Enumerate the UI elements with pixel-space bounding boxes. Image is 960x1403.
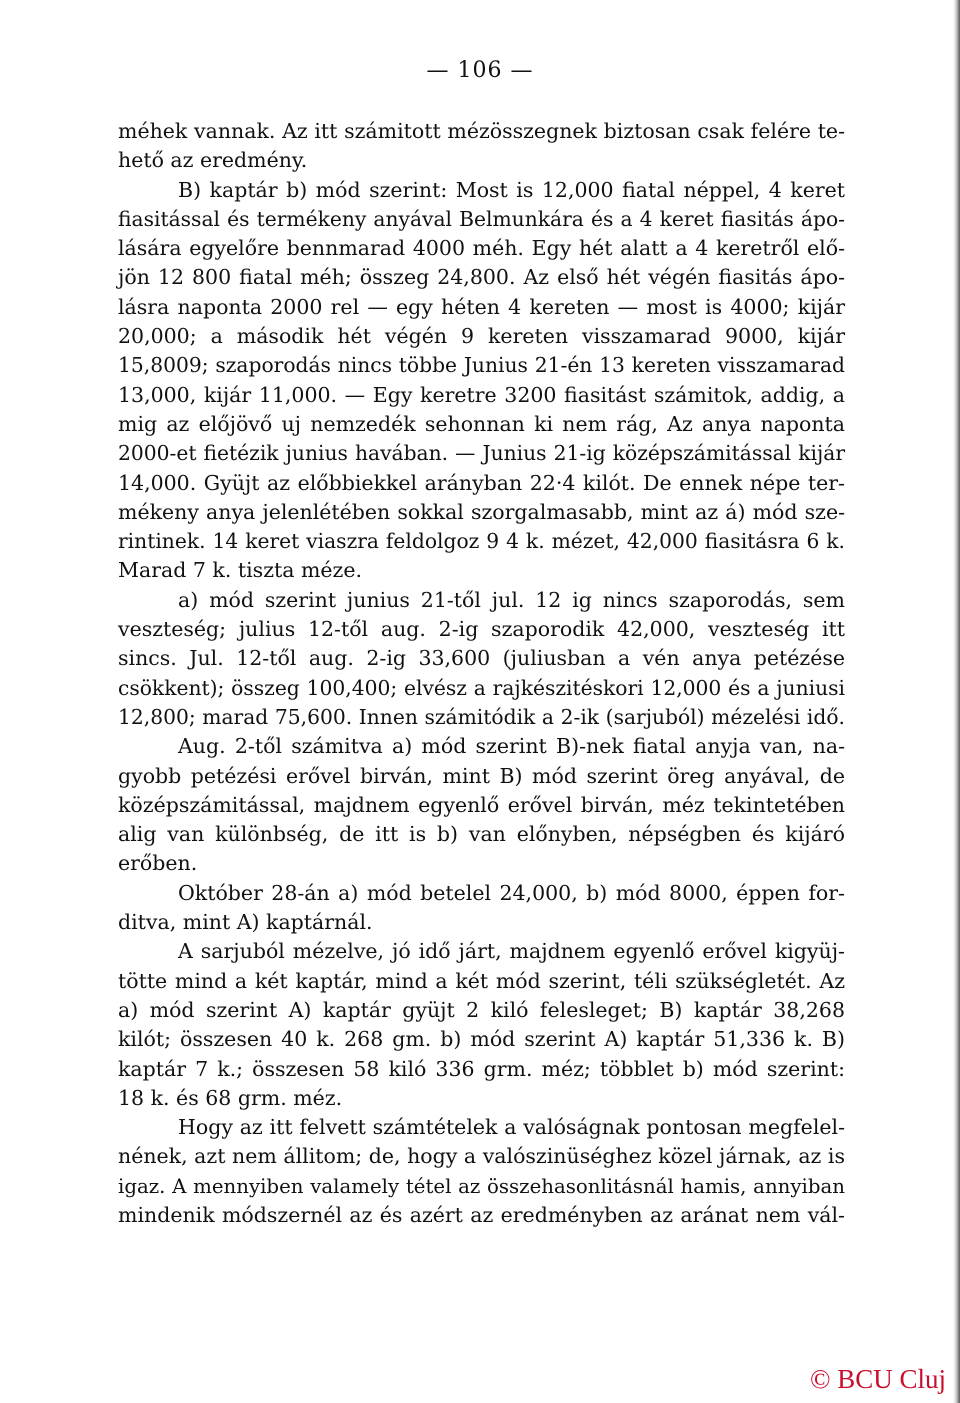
text-line: 12,800; marad 75,600. Innen számitódik a 2-ik (sarjuból) mézelési idő. bbox=[118, 704, 845, 729]
text-line: mékeny anya jelenlétében sokkal szorgalmasabb, mint az á) mód sze- bbox=[118, 499, 845, 524]
text-line: csökkent); összeg 100,400; elvész a rajkészitéskori 12,000 és a juniusi bbox=[118, 675, 845, 700]
library-watermark: © BCU Cluj bbox=[809, 1364, 946, 1394]
text-line: a) mód szerint junius 21-től jul. 12 ig nincs szaporodás, sem bbox=[178, 587, 845, 612]
text-line: ditva, mint A) kaptárnál. bbox=[118, 910, 373, 935]
text-line: veszteség; julius 12-től aug. 2-ig szaporodik 42,000, veszteség itt bbox=[118, 617, 845, 642]
text-line: hető az eredmény. bbox=[118, 148, 308, 173]
text-line: kilót; összesen 40 k. 268 gm. b) mód szerint A) kaptár 51,336 k. B) bbox=[118, 1027, 845, 1052]
text-line: mig az előjövő uj nemzedék sehonnan ki nem rág, Az anya naponta bbox=[118, 411, 845, 436]
text-line: jön 12 800 fiatal méh; összeg 24,800. Az első hét végén fiasitás ápo- bbox=[118, 265, 845, 290]
document-body bbox=[118, 117, 845, 1230]
text-line: 20,000; a második hét végén 9 kereten visszamarad 9000, kijár bbox=[118, 324, 845, 349]
text-line: 15,8009; szaporodás nincs többe Junius 21-én 13 kereten visszamarad bbox=[118, 353, 845, 378]
page-number: — 106 — bbox=[426, 58, 534, 83]
text-line: erőben. bbox=[118, 851, 198, 876]
text-line: 14,000. Gyüjt az előbbiekkel arányban 22·4 kilót. De ennek népe ter- bbox=[118, 470, 845, 495]
text-line: középszámitással, majdnem egyenlő erővel birván, méz tekintetében bbox=[118, 792, 845, 817]
text-line: B) kaptár b) mód szerint: Most is 12,000 fiatal néppel, 4 keret bbox=[178, 177, 845, 202]
text-line: kaptár 7 k.; összesen 58 kiló 336 grm. méz; többlet b) mód szerint: bbox=[118, 1056, 845, 1081]
text-line: 18 k. és 68 grm. méz. bbox=[118, 1085, 343, 1110]
text-line: méhek vannak. Az itt számitott mézösszegnek biztosan csak felére te- bbox=[118, 119, 845, 143]
text-line: alig van különbség, de itt is b) van előnyben, népségben és kijáró bbox=[118, 822, 845, 847]
text-line: Október 28-án a) mód betelel 24,000, b) mód 8000, éppen for- bbox=[178, 880, 845, 905]
text-line: lására egyelőre bennmarad 4000 méh. Egy hét alatt a 4 keretről elő- bbox=[118, 236, 845, 261]
page-edge-shadow bbox=[953, 0, 960, 1403]
text-line: nének, azt nem állitom; de, hogy a valószinüséghez közel járnak, az is bbox=[118, 1144, 845, 1169]
text-line: rintinek. 14 keret viaszra feldolgoz 9 4 k. mézet, 42,000 fiasitásra 6 k. bbox=[118, 529, 845, 554]
text-line: A sarjuból mézelve, jó idő járt, majdnem egyenlő erővel kigyüj- bbox=[178, 939, 845, 964]
text-line: 13,000, kijár 11,000. — Egy keretre 3200 fiasitást számitok, addig, a bbox=[118, 382, 845, 407]
text-line: sincs. Jul. 12-től aug. 2-ig 33,600 (juliusban a vén anya petézése bbox=[118, 646, 845, 671]
text-line: Hogy az itt felvett számtételek a valóságnak pontosan megfelel- bbox=[178, 1115, 845, 1140]
text-line: igaz. A mennyiben valamely tétel az összehasonlitásnál hamis, annyiban bbox=[118, 1174, 845, 1198]
text-line: mindenik módszernél az és azért az eredményben az aránat nem vál- bbox=[118, 1202, 845, 1227]
text-line: lásra naponta 2000 rel — egy héten 4 kereten — most is 4000; kijár bbox=[118, 294, 845, 319]
text-line: 2000-et fietézik junius havában. — Junius 21-ig középszámitással kijár bbox=[118, 441, 845, 466]
text-line: tötte mind a két kaptár, mind a két mód szerint, téli szükségletét. Az bbox=[118, 968, 845, 993]
text-line: a) mód szerint A) kaptár gyüjt 2 kiló felesleget; B) kaptár 38,268 bbox=[118, 997, 845, 1022]
text-line: fiasitással és termékeny anyával Belmunkára és a 4 keret fiasitás ápo- bbox=[118, 206, 845, 231]
text-line: Aug. 2-től számitva a) mód szerint B)-nek fiatal anyja van, na- bbox=[178, 734, 845, 759]
text-line: Marad 7 k. tiszta méze. bbox=[118, 558, 362, 583]
text-line: gyobb petézési erővel birván, mint B) mód szerint öreg anyával, de bbox=[118, 763, 845, 788]
